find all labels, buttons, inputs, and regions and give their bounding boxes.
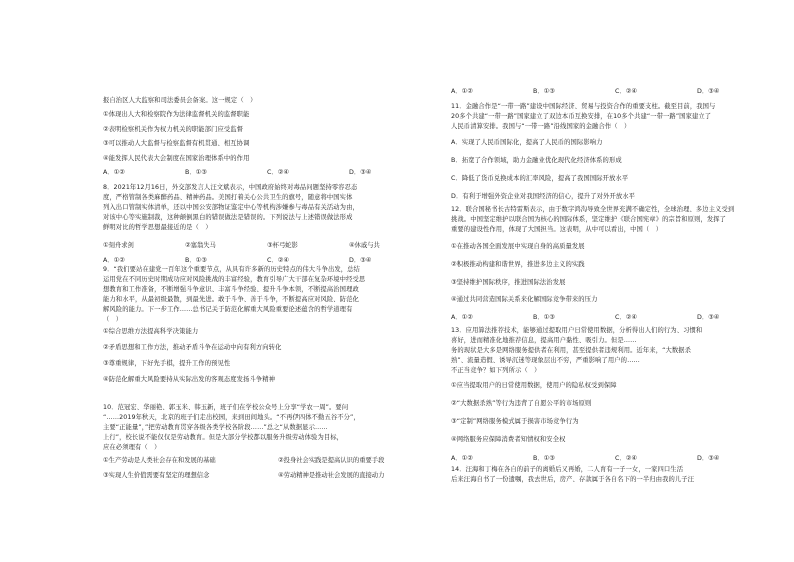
q13-line-1: 13．应用算法推荐技术，能够通过提取用户日常使用数据，分析得出人们的行为、习惯和 [451,327,703,334]
q8-line-1: 8．2021年12月16日，外交部发言人汪文斌表示，中国政府始终对毒品问题坚持零容忍态 [103,184,358,191]
q9-line-1: 9．“我们要站在建党一百年这个重要节点，从具有许多新的历史特点的伟大斗争出发，总结 [103,266,360,273]
q12-option-2: ②积极推动构建和谐世界，推进多边主义的实践 [451,261,585,268]
q10-choice-c: C．②④ [615,88,637,95]
q13-option-2: ②“大数据杀熟”等行为违背了自愿公平的市场原则 [451,400,592,407]
q11-option-c: C．降低了货币兑换成本的汇率风险，提高了我国国际开放水平 [451,175,629,182]
q7-option-4: ④能发挥人民代表大会制度在国家治理体系中的作用 [103,155,250,162]
q8-choice-c: C．②④ [267,257,289,264]
q13-line-4: 熟”、流量造假、诱导沉迷等现象层出不穷，严重影响了用户的…… [451,357,640,364]
q14-line-1: 14．汪海和丁梅在各自的前子的离婚后又再婚，二人育有一子一女，一家四口生活 [451,466,684,473]
q8-line-2: 度，严格管制各类麻醉药品、精神药品。美国打着关心公共卫生的旗号，随意将中国实体 [103,194,353,201]
q12-choice-c: C．②④ [615,314,637,321]
q10-choice-a: A．①② [451,88,473,95]
q8-option-3: ③杯弓蛇影 [267,242,298,249]
q9-option-4: ④防范化解重大风险要持从实际出发的客观态度发扬斗争精神 [103,376,276,383]
q13-line-3: 务的现状是大多是网络服务提供者在利用，甚至提供者违规利用。近年来，“大数据杀 [451,347,692,354]
q10-line-4: 上行”，校长说不能仅仅是劳动教育。但是大部分学校都以服务升级劳动体验为目标， [103,434,344,441]
q8-option-1: ①刻舟求剑 [103,242,134,249]
q9-line-5: 解风险的能力。下一步工作……总书记关于防范化解重大风险重要论述蕴含的哲学道理有 [103,306,353,313]
q14-line-2: 后来汪海自书了一份遗嘱，我去世后，房产、存款属于各自名下的一半归由我的儿子汪 [451,476,695,483]
q11-option-a: A．实现了人民币国际化，提高了人民币的国际影响力 [451,139,603,146]
right-column [451,0,781,562]
q9-option-1: ①综合思维方法提高科学决策能力 [103,328,199,335]
q10-line-2: “……2019年秋天，北京的班子们走出校园，来到田间地头。“不再伊四体不勤五谷不分”， [103,414,360,421]
q7-stem: 报自治区人大监察和司法委员会备案。这一规定（ ） [103,97,257,104]
q7-choice-c: C．②④ [267,169,289,176]
q7-choice-a: A．①② [103,169,125,176]
q9-option-2: ②矛盾思想和工作方法，推动矛盾斗争在运动中向有利方向转化 [103,344,282,351]
q9-line-6: （ ） [103,316,123,323]
q12-choice-a: A．①② [451,314,473,321]
q10-choice-d: D．③④ [697,88,720,95]
q10-option-4: ④劳动精神是推动社会发展的直接动力 [278,472,385,479]
q13-option-1: ①应当提取用户的日常使用数据，使用户的隐私权受到保障 [451,382,617,389]
q13-choice-d: D．③④ [697,455,720,462]
q12-line-1: 12．联合国秘书长古特雷斯表示，由于数字鸿沟导致全世界充满不确定性，全球治理、多边主义受到 [451,206,735,213]
q10-choice-b: B．①③ [533,88,555,95]
q11-option-b: B．拓宽了合作领域，助力金融业优化现代化经济体系的形成 [451,157,622,164]
q7-choice-b: B．①③ [185,169,207,176]
q7-option-3: ③可以推动人大监督与检察监督有机贯通、相互协调 [103,140,250,147]
q7-option-2: ②表明检察机关作为权力机关的职能部门应受监督 [103,126,244,133]
q13-choice-b: B．①③ [533,455,555,462]
q10-option-3: ③实现人生价值需要有坚定的理想信念 [103,472,210,479]
q10-line-1: 10．范冠宏、华丽艳、郭玉米、韩玉新，班子们在学校公众号上分享“学农一周”。要问 [103,404,349,411]
q8-option-4: ④休戚与共 [349,242,380,249]
q8-choice-b: B．①③ [185,257,207,264]
q10-option-2: ②投身社会实践是提高认识的重要手段 [278,457,385,464]
q13-choice-c: C．②④ [615,455,637,462]
q8-line-5: 鲜明对比的哲学思想最接近的是（ ） [103,224,212,231]
left-column [103,0,433,562]
q12-choice-b: B．①③ [533,314,555,321]
q11-line-3: 人民币清算安排。我国与“一带一路”沿线国家的金融合作（ ） [451,123,631,130]
q9-line-2: 运用党在不同历史时期成功应对风险挑战的丰富经验，教育引导广大干部在复杂环境中经受思 [103,276,366,283]
q9-option-3: ③尊重规律，下好先手棋，提升工作的预见性 [103,360,231,367]
q13-choice-a: A．①② [451,455,473,462]
q8-option-2: ②塞翁失马 [185,242,216,249]
q12-option-1: ①在推动各国全面发展中实现自身的高质量发展 [451,243,585,250]
q9-line-3: 想教育和工作准备，不断增强斗争意识、丰富斗争经验、提升斗争本领，不断提高治国理政 [103,286,359,293]
q8-choice-d: D．③④ [349,257,372,264]
q12-choice-d: D．③④ [697,314,720,321]
q9-line-4: 能力和水平，从最初级最散，到最先进。敢于斗争、善于斗争，不断提高应对风险、防范化 [103,296,359,303]
q7-option-1: ①体现出人大和检察院作为法律监督机关的监督职能 [103,111,250,118]
q8-choice-a: A．①② [103,257,125,264]
q13-line-2: 喜好，进而精准化地推荐信息，提高用户黏性、吸引力。但是…… [451,337,637,344]
q13-option-4: ④网络服务应保障消费者知情权和安全权 [451,436,566,443]
q12-line-3: 重要的建设性作用，体现了大国担当。这表明，从中可以看出，中国（ ） [451,226,663,233]
q10-line-3: 主要“正能量”，”把劳动教育贯穿各级各类学校各阶段……”总之“从数据显示…… [103,424,328,431]
q11-option-d: D．有利于增强外资企业对我国经济的信心，提升了对外开放水平 [451,193,636,200]
q11-line-2: 20多个共建“一带一路”国家建立了双边本币互换安排，在10多个共建“一带一路”国家建立了 [451,113,712,120]
q10-line-5: 应在必须理有（ ） [103,444,161,451]
q13-line-5: 不正当竞争？如下列所示（ ） [451,367,541,374]
q7-choice-d: D．③④ [349,169,372,176]
q8-line-3: 列入出口管制实体清单，还以中国公安部物证鉴定中心等机构涉嫌参与毒品有关活动为由， [103,204,359,211]
q8-line-4: 对该中心等实施制裁，这种颠倒黑白的错误做法是错误的。下列说法与上述错误做法形成 [103,214,353,221]
q10-option-1: ①生产劳动是人类社会存在和发展的基础 [103,457,216,464]
q13-option-3: ③“定制”网络服务模式属于损害市场竞争行为 [451,418,579,425]
q11-line-1: 11．金融合作是“一带一路”建设中国际经济、贸易与投资合作的重要支柱。截至目前，我国与 [451,103,716,110]
q12-option-4: ④通过共同营造国际关系来化解国际竞争带来的压力 [451,296,598,303]
q12-option-3: ③坚持维护国际秩序，推进国际法治发展 [451,279,566,286]
q12-line-2: 挑战。中国坚定维护以联合国为核心的国际体系，坚定维护《联合国宪章》的宗旨和原则，发挥了 [451,216,727,223]
